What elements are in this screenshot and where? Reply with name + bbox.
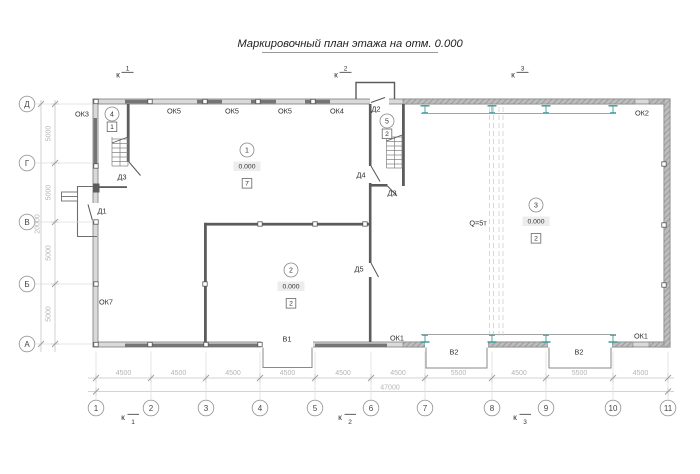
column-marker [94, 99, 98, 103]
opening-labels [75, 105, 649, 357]
row-axis-label-В: В [24, 217, 30, 227]
dim-left-segment-1: 5000 [45, 184, 53, 201]
opening-label-д3: Д3 [117, 172, 127, 182]
column-markers [94, 99, 666, 346]
opening-label-в2: В2 [449, 347, 459, 357]
opening-label-д2: Д2 [371, 104, 381, 114]
column-marker [662, 162, 666, 166]
column-marker [148, 99, 152, 103]
crane-support-icon [542, 335, 551, 342]
interior-walls [93, 104, 405, 342]
section-mark-number: 2 [348, 418, 352, 426]
crane-support-icon [542, 106, 551, 113]
column-axis-label-11: 11 [663, 403, 673, 413]
column-marker [94, 342, 98, 346]
section-mark-letter: к [121, 412, 125, 422]
left-porch [62, 187, 98, 237]
dim-bottom-segment-2: 4500 [225, 370, 241, 378]
dim-bottom-segment-7: 4500 [511, 370, 527, 378]
dim-bottom-segment-3: 4500 [279, 370, 296, 378]
dim-bottom-segment-1: 4500 [170, 370, 187, 378]
section-mark-letter: к [513, 412, 517, 422]
wall-pier [93, 184, 100, 193]
opening-label-ок5: ОК5 [225, 106, 239, 116]
crane-axis-dashed [490, 107, 504, 337]
room-number-5: 5 [385, 118, 389, 126]
ramp-v1 [263, 348, 312, 368]
room-elevation-value: 0.000 [282, 283, 300, 291]
column-marker [203, 282, 207, 286]
section-mark-number: 2 [343, 65, 348, 73]
room-category-value: 2 [534, 235, 538, 243]
window-band-bottom-1 [125, 344, 261, 347]
column-marker [204, 342, 208, 346]
section-mark-number: 3 [520, 65, 525, 73]
stairs-room5 [387, 135, 403, 168]
column-marker [662, 223, 666, 227]
crane-support-icon [421, 106, 430, 113]
crane-supports [421, 106, 618, 342]
dim-bottom-segment-5: 4500 [390, 370, 406, 378]
dim-bottom-segment-0: 4500 [115, 370, 132, 378]
opening-label-д5: Д5 [354, 264, 364, 274]
column-axis-label-8: 8 [489, 403, 495, 413]
door-d3a-leaf [129, 162, 141, 176]
dim-bottom-segment-6: 5500 [450, 370, 467, 378]
window-ok5-3 [251, 100, 276, 104]
column-marker [256, 99, 260, 103]
dim-bottom-total: 47000 [380, 384, 400, 392]
section-mark-number: 3 [523, 418, 527, 426]
door-d5-leaf [371, 263, 379, 277]
opening-label-ок5: ОК5 [167, 106, 181, 116]
opening-label-ок4: ОК4 [330, 106, 344, 116]
column-axis-label-10: 10 [608, 403, 618, 413]
room-category-value: 2 [385, 131, 389, 138]
column-marker [311, 99, 315, 103]
dim-bottom-segment-9: 4500 [632, 370, 649, 378]
room-number-2: 2 [289, 267, 293, 275]
row-axis-label-А: А [24, 339, 30, 349]
column-axis-label-2: 2 [148, 403, 154, 413]
top-vestibule [356, 83, 395, 100]
column-marker [94, 164, 98, 168]
dim-left-segment-2: 5000 [45, 245, 53, 261]
opening-label-ок7: ОК7 [99, 297, 113, 307]
opening-label-ок2: ОК2 [635, 108, 649, 118]
column-axis-label-9: 9 [543, 403, 549, 413]
crane-capacity-label: Q=5т [469, 218, 487, 228]
dim-left-total: 20000 [34, 214, 42, 234]
section-mark-letter: к [338, 412, 342, 422]
crane-support-icon [421, 335, 430, 342]
column-axis-label-3: 3 [203, 403, 209, 413]
stairs-room4 [112, 137, 128, 166]
dim-left-segment-3: 5000 [45, 306, 53, 322]
drawing-title: Маркировочный план этажа на отм. 0.000 [237, 38, 463, 50]
room-number-1: 1 [245, 147, 249, 155]
crane-support-icon [609, 106, 618, 113]
partition-row-v [205, 223, 369, 226]
row-axis-label-Д: Д [24, 99, 30, 109]
window-ok3 [94, 118, 97, 165]
column-marker [313, 222, 317, 226]
row-axis-label-Б: Б [24, 279, 30, 289]
column-marker [662, 283, 666, 287]
dim-bottom-segment-4: 4500 [335, 370, 351, 378]
row-axis-label-Г: Г [24, 158, 30, 168]
room-category-value: 1 [110, 124, 114, 131]
window-band-bottom-2 [315, 344, 387, 347]
opening-label-д3: Д3 [387, 188, 397, 198]
crane-support-icon [488, 335, 497, 342]
opening-label-ок3: ОК3 [75, 109, 89, 119]
dim-bottom-segment-8: 5500 [571, 370, 588, 378]
room-category-value: 7 [245, 180, 249, 188]
crane-runway [421, 107, 616, 337]
room-category-value: 2 [289, 300, 293, 308]
column-axis-label-7: 7 [422, 403, 428, 413]
section-mark-number: 1 [125, 65, 130, 73]
column-marker [148, 342, 152, 346]
room-elevation-value: 0.000 [527, 218, 545, 226]
column-marker [258, 222, 262, 226]
column-marker [203, 99, 207, 103]
crane-support-icon [488, 106, 497, 113]
column-marker [94, 282, 98, 286]
opening-label-д4: Д4 [356, 170, 366, 180]
column-axis-label-6: 6 [368, 403, 374, 413]
tambour-wall [98, 186, 127, 188]
outer-walls [93, 99, 670, 347]
opening-label-ок5: ОК5 [278, 106, 292, 116]
column-marker [258, 342, 262, 346]
column-axis-label-4: 4 [257, 403, 263, 413]
section-mark-number: 1 [131, 418, 135, 426]
window-ok5-2 [197, 100, 222, 104]
room-elevation-value: 0.000 [238, 163, 256, 171]
window-ok5-1 [125, 100, 150, 104]
opening-label-ок1: ОК1 [390, 333, 404, 343]
opening-label-ок1: ОК1 [634, 331, 648, 341]
column-axis-label-5: 5 [312, 403, 318, 413]
window-ok4 [305, 100, 330, 104]
dim-left-segment-0: 5000 [45, 125, 53, 142]
opening-label-д1: Д1 [97, 206, 107, 216]
opening-label-в2: В2 [574, 347, 584, 357]
room-number-4: 4 [110, 111, 114, 119]
room-annotations [105, 104, 550, 308]
section-mark-letter: к [511, 69, 515, 80]
door-d4-leaf [371, 166, 380, 182]
dimension-texts [35, 126, 649, 392]
crane-support-icon [609, 335, 618, 342]
stairwell5-wall-bottom [372, 184, 388, 187]
room-number-3: 3 [534, 202, 538, 210]
column-marker [94, 220, 98, 224]
dividing-wall-c [369, 277, 372, 342]
dividing-wall-b [369, 183, 372, 263]
door-d1-leaf [88, 205, 93, 221]
section-mark-letter: к [334, 69, 338, 80]
opening-label-в1: В1 [282, 334, 292, 344]
column-axis-label-1: 1 [93, 403, 99, 413]
section-mark-letter: к [116, 69, 120, 80]
stairwell5-wall-right [402, 104, 405, 186]
column-marker [363, 222, 367, 226]
